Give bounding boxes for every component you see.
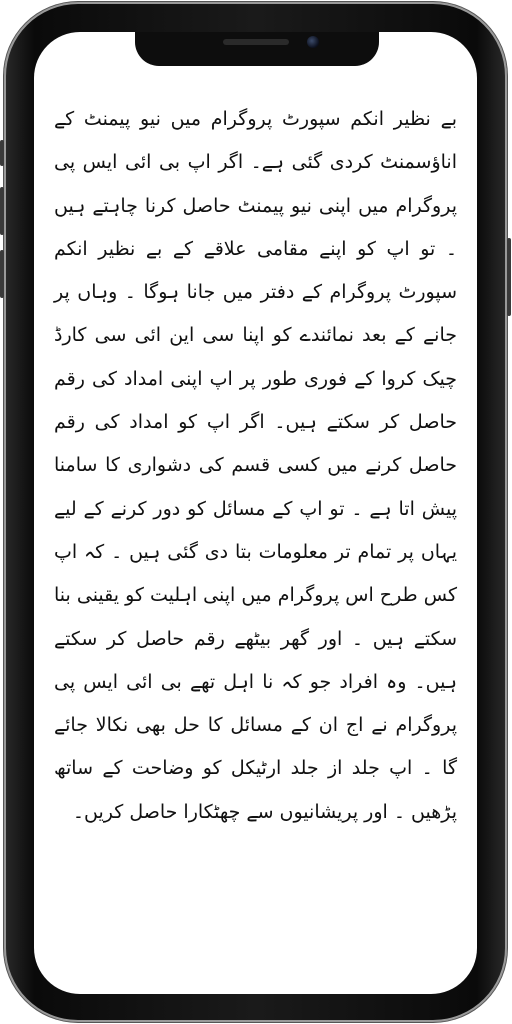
volume-up-button bbox=[0, 187, 4, 235]
article-body bbox=[54, 98, 457, 978]
phone-screen bbox=[34, 32, 477, 994]
front-camera-icon bbox=[307, 36, 319, 48]
notch bbox=[135, 32, 379, 66]
phone-frame bbox=[4, 2, 507, 1022]
article-paragraph: بے نظیر انکم سپورٹ پروگرام میں نیو پیمنٹ کے اناؤسمنٹ کردی گئی ہے۔ اگر اپ بی ائی ایس پی پروگرام میں اپنی نیو پیمنٹ حاصل کرنا چاہتے ہیں ۔ تو اپ کو اپنے مقامی علاقے کے بے نظیر انکم سپورٹ پروگرام کے دفتر میں جانا ہوگا ۔ وہاں پر جانے کے بعد نمائندے کو اپنا سی این ائی سی کارڈ چیک کروا کے فوری طور پر اپ اپنی امداد کی رقم حاصل کر سکتے ہیں۔ اگر اپ کو امداد کی رقم حاصل کرنے میں کسی قسم کی دشواری کا سامنا پیش اتا ہے ۔ تو اپ کے مسائل کو دور کرنے کے لیے یہاں پر تمام تر معلومات بتا دی گئی ہیں ۔ کہ اپ کس طرح اس پروگرام میں اپنی اہلیت کو یقینی بنا سکتے ہیں ۔ اور گھر بیٹھے رقم حاصل کر سکتے ہیں۔ وہ افراد جو کہ نا اہل تھے بی ائی ایس پی پروگرام نے اج ان کے مسائل کا حل بھی نکالا جائے گا ۔ اپ جلد از جلد ارٹیکل کو وضاحت کے ساتھ پڑھیں ۔ اور پریشانیوں سے چھٹکارا حاصل کریں۔ bbox=[54, 108, 457, 823]
power-button bbox=[507, 238, 511, 316]
volume-down-button bbox=[0, 250, 4, 298]
speaker-grille bbox=[223, 39, 289, 45]
silent-switch bbox=[0, 140, 4, 166]
